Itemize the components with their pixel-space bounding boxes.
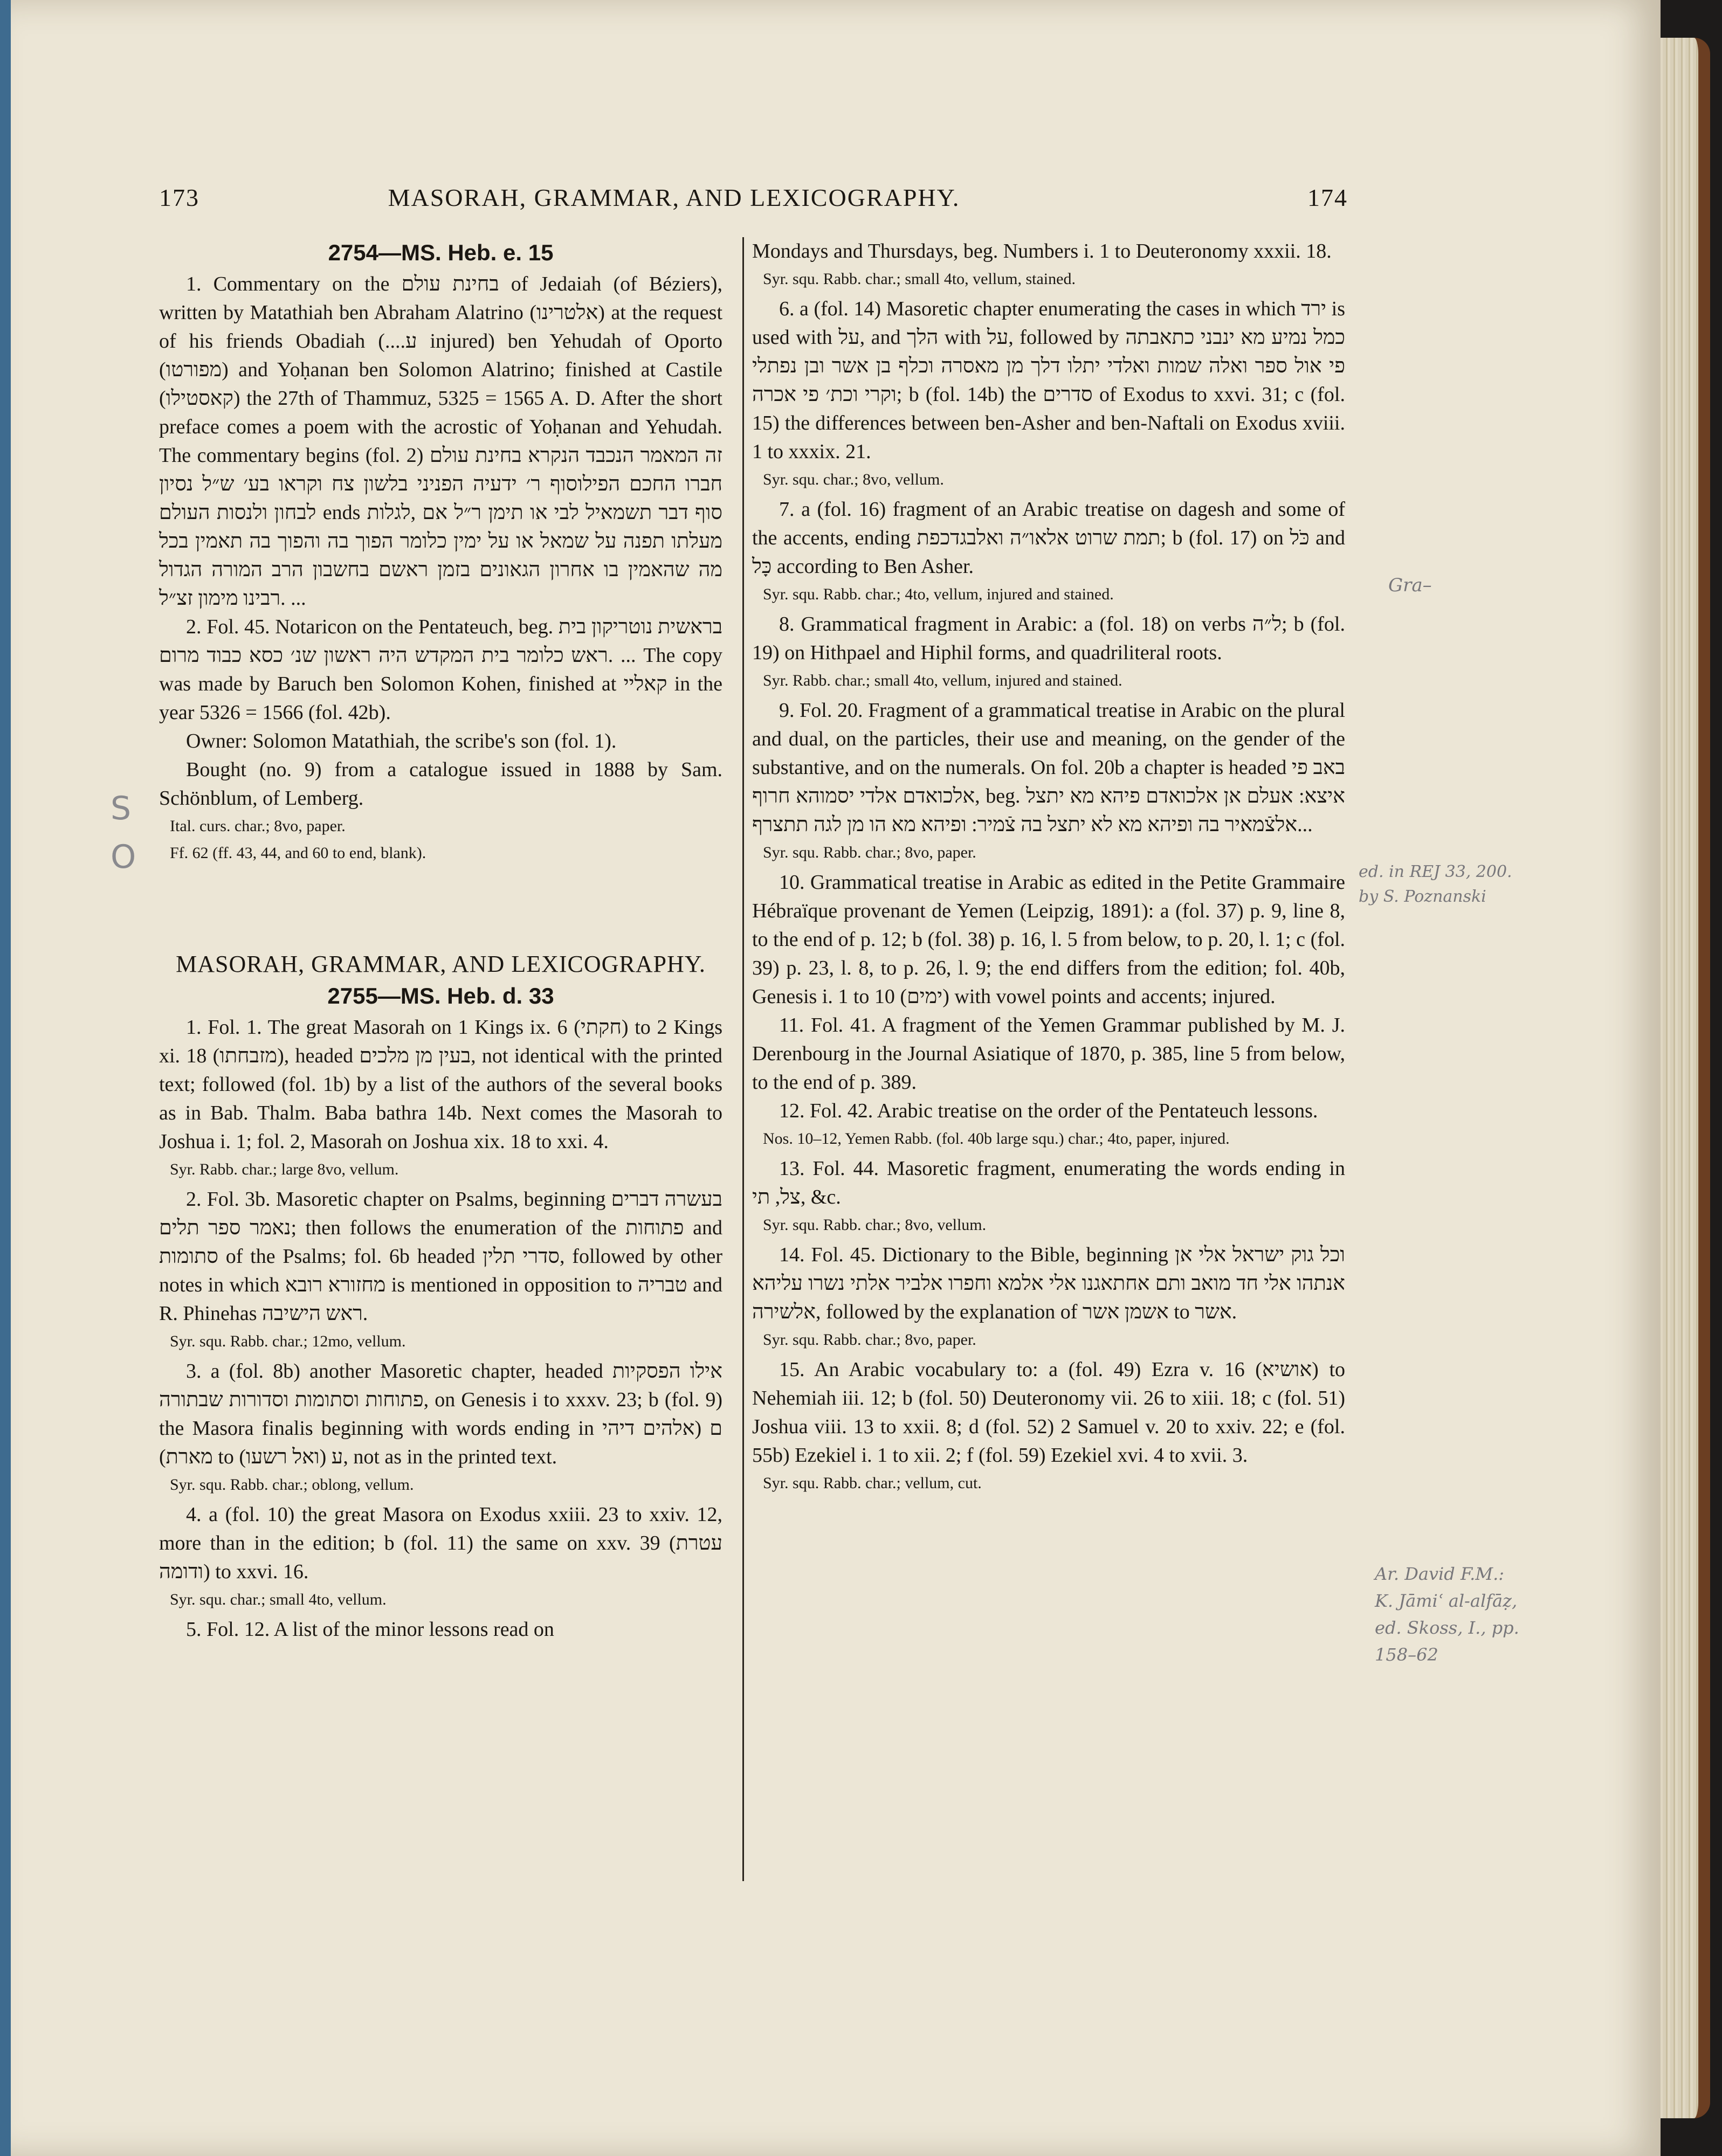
entry-paragraph: 8. Grammatical fragment in Arabic: a (fol. 18) on verbs ל״ה; b (fol. 19) on Hithpael and Hiphil forms, and quadriliteral roots. [752, 613, 1345, 664]
running-title: MASORAH, GRAMMAR, AND LEXICOGRAPHY. [388, 184, 960, 211]
entry-paragraph: 6. a (fol. 14) Masoretic chapter enumerating the cases in which ירד is used with על, and הלך with על, followed by כמל נמיע מא ינבני כתאבתה פי אול ספר ואלה שמות ואלדי יתלו דלך מן מאסרה וכלף בן אשר ובן נפתלי וקרי וכת׳ פי אכרה; b (fol. 14b) the סדרים of Exodus to xxvi. 31; c (fol. 15) the differences between ben-Asher and ben-Naftali on Exodus xviii. 1 to xxxix. 21. [752, 298, 1346, 463]
left-column [159, 237, 722, 1644]
entry-paragraph: 13. Fol. 44. Masoretic fragment, enumerating the words ending in צל, תי, &c. [752, 1157, 1345, 1208]
margin-letter-o: O [111, 838, 136, 876]
physical-description: Syr. squ. Rabb. char.; 8vo, vellum. [763, 1216, 987, 1234]
entry-paragraph: 14. Fol. 45. Dictionary to the Bible, beginning וכל גוק ישראל אלי אן אנתהו אלי חד מואב ותם אחתאגנו אלי אלמא וחפרו אלביר אלתי נשרו עליהא אלשירה, followed by the explanation of אשמן אשר to אשר. [752, 1243, 1346, 1323]
page-edge-tab [0, 0, 11, 2156]
margin-note-gra: Gra– [1388, 575, 1432, 596]
entry-paragraph: 15. An Arabic vocabulary to: a (fol. 49) Ezra v. 16 (אושיא) to Nehemiah iii. 12; b (fol. 50) Deuteronomy vii. 26 to xiii. 18; c (fol. 51) Joshua viii. 13 to xxii. 8; d (fol. 52) 2 Samuel v. 20 to xxiv. 22; e (fol. 55b) Ezekiel i. 1 to xii. 2; f (fol. 59) Ezekiel xvi. 4 to xvii. 3. [752, 1358, 1345, 1467]
manuscript-heading: 2755—MS. Heb. d. 33 [327, 983, 554, 1008]
physical-description: Syr. squ. Rabb. char.; vellum, cut. [763, 1474, 982, 1492]
entry-paragraph: 1. Fol. 1. The great Masorah on 1 Kings ix. 6 (חקתי) to 2 Kings xi. 18 (מזבחתו), headed בעין מן מלכים, not identical with the printed text; followed (fol. 1b) by a list of the authors of the several books as in Bab. Thalm. Baba bathra 14b. Next comes the Masorah to Joshua i. 1; fol. 2, Masorah on Joshua xix. 18 to xxi. 4. [159, 1016, 722, 1153]
entry-paragraph: 2. Fol. 3b. Masoretic chapter on Psalms, beginning בעשרה דברים נאמר ספר תלים; then follows the enumeration of the פתוחות and סתומות of the Psalms; fol. 6b headed סדרי תלין, followed by other notes in which מחזורא רובא is mentioned in opposition to טבריה and R. Phinehas ראש הישיבה. [159, 1188, 723, 1325]
section-title: MASORAH, GRAMMAR, AND LEXICOGRAPHY. [176, 951, 706, 977]
physical-description: Syr. squ. Rabb. char.; 8vo, paper. [763, 844, 976, 861]
physical-description: Ital. curs. char.; 8vo, paper. [170, 817, 346, 835]
entry-paragraph: Owner: Solomon Matathiah, the scribe's son (fol. 1). [186, 730, 617, 752]
physical-description: Syr. Rabb. char.; small 4to, vellum, injured and stained. [763, 672, 1122, 689]
manuscript-heading: 2754—MS. Heb. e. 15 [328, 240, 554, 265]
section-spacer [159, 869, 722, 950]
physical-description: Syr. Rabb. char.; large 8vo, vellum. [170, 1160, 399, 1178]
entry-paragraph: Bought (no. 9) from a catalogue issued in 1888 by Sam. Schönblum, of Lemberg. [159, 758, 722, 810]
physical-description: Syr. squ. Rabb. char.; 12mo, vellum. [170, 1332, 406, 1350]
margin-note-dictionary: Ar. David F.M.: K. Jāmiʿ al-alfāẓ, ed. Skoss, I., pp. 158–62 [1375, 1564, 1519, 1665]
column-divider [742, 237, 744, 1881]
book-page [11, 0, 1661, 2156]
physical-description: Nos. 10–12, Yemen Rabb. (fol. 40b large squ.) char.; 4to, paper, injured. [763, 1130, 1230, 1148]
margin-letter-s: S [111, 790, 132, 827]
entry-paragraph: 4. a (fol. 10) the great Masora on Exodus xxiii. 23 to xxiv. 12, more than in the edition; b (fol. 11) the same on xxv. 39 (עטרת ודומה) to xxvi. 16. [159, 1503, 722, 1583]
physical-description: Syr. squ. Rabb. char.; oblong, vellum. [170, 1476, 414, 1494]
physical-description: Syr. squ. Rabb. char.; 4to, vellum, injured and stained. [763, 585, 1114, 603]
entry-paragraph: 5. Fol. 12. A list of the minor lessons read on [186, 1618, 554, 1641]
entry-paragraph: 12. Fol. 42. Arabic treatise on the order of the Pentateuch lessons. [779, 1100, 1318, 1122]
physical-description: Syr. squ. Rabb. char.; 8vo, paper. [763, 1331, 976, 1349]
entry-paragraph: 3. a (fol. 8b) another Masoretic chapter, headed אילו הפסקיות פתוחות וסתומות וסדורות שבתורה, on Genesis i to xxxv. 23; b (fol. 9) the Masora finalis beginning with words ending in ם (אלהים דיהי מארת) to ע (ואל רשעו), not as in the printed text. [159, 1360, 723, 1468]
entry-paragraph: 2. Fol. 45. Notaricon on the Pentateuch, beg. בראשית נוטריקון בית ראש כלומר בית המקדש היה ראשון שנ׳ כסא כבוד מרום. ... The copy was made by Baruch ben Solomon Kohen, finished at קאליי in the year 5326 = 1566 (fol. 42b). [159, 616, 723, 724]
right-column [752, 237, 1345, 1499]
entry-paragraph: 1. Commentary on the בחינת עולם of Jedaiah (of Béziers), written by Matathiah ben Abraham Alatrino (אלטרינו) at the request of his friends Obadiah (....ע injured) ben Yehudah of Oporto (מפורטו) and Yoḥanan ben Solomon Alatrino; finished at Castile (קאסטילו) the 27th of Thammuz, 5325 = 1565 A. D. After the short preface comes a poem with the acrostic of Yoḥanan and Yehudah. The commentary begins (fol. 2) זה המאמר הנכבד הנקרא בחינת עולם חברו החכם הפילוסוף ר׳ ידעיה הפניני בלשון צח וקראו בע׳ ש״ל נסיון לבחון ולנסות העולם ends סוף דבר תשמאיל לבי או תימן ר״ל אם ,לגלות מעלתו תפנה על שמאל או על ימין כלומר הפוך בה והפוך בה תאמין בכל מה שהאמין בו אחרון הגאונים בזמן ראשם בחשבון הרב המורה הגדול רבינו מימון זצ״ל. ... [159, 273, 723, 610]
continued-paragraph: Mondays and Thursdays, beg. Numbers i. 1 to Deuteronomy xxxii. 18. [752, 240, 1332, 262]
entry-paragraph: 7. a (fol. 16) fragment of an Arabic treatise on dagesh and some of the accents, ending תמת שרוט אלאו״ה ואלבגדכפת; b (fol. 17) on כֹּל and כָּל according to Ben Asher. [752, 498, 1345, 578]
entry-paragraph: 9. Fol. 20. Fragment of a grammatical treatise in Arabic on the plural and dual, on the particles, their use and meaning, on the gender of the substantive, and on the numerals. On fol. 20b a chapter is headed באב פי אלכואדם אלדי יסמוהא חרוף, beg. איצא: אעלם אן אלכואדם פיהא מא יתצל אלצֿמאיר בה ופיהא מא לא יתצל בה צֿמיר: ופיהא מא הו מן לגה תתצרף... [752, 699, 1345, 836]
physical-description: Syr. squ. char.; 8vo, vellum. [763, 471, 944, 488]
running-head [11, 183, 1661, 221]
physical-description: Ff. 62 (ff. 43, 44, and 60 to end, blank). [170, 844, 426, 862]
margin-note-rej: ed. in REJ 33, 200. by S. Poznanski [1359, 862, 1512, 906]
page-number-left: 173 [159, 184, 199, 211]
entry-paragraph: 11. Fol. 41. A fragment of the Yemen Grammar published by M. J. Derenbourg in the Journal Asiatique of 1870, p. 385, line 5 from below, to the end of p. 389. [752, 1014, 1345, 1094]
physical-description: Syr. squ. Rabb. char.; small 4to, vellum, stained. [763, 270, 1076, 288]
page-number-right: 174 [1307, 184, 1348, 211]
entry-paragraph: 10. Grammatical treatise in Arabic as edited in the Petite Grammaire Hébraïque provenant de Yemen (Leipzig, 1891): a (fol. 37) p. 9, line 8, to the end of p. 12; b (fol. 38) p. 16, l. 5 from below, to p. 20, l. 1; c (fol. 39) p. 23, l. 8, to p. 26, l. 9; the end differs from the edition; fol. 40b, Genesis i. 1 to 10 (ימים) with vowel points and accents; injured. [752, 871, 1345, 1008]
physical-description: Syr. squ. char.; small 4to, vellum. [170, 1591, 387, 1608]
